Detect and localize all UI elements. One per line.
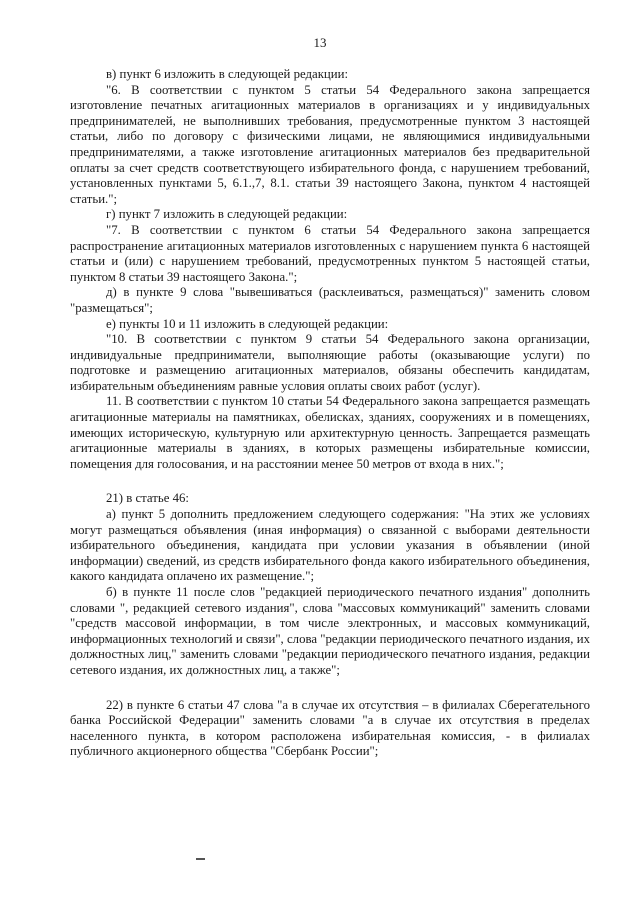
stray-mark — [196, 858, 205, 860]
paragraph: "10. В соответствии с пунктом 9 статьи 54 Федерального закона организации, индивидуальные предприниматели, выполняющие работы (оказывающие услуги) по подготовке и размещению агитационных материалов, обязаны обеспечить кандидатам, избирательным объединениям равные условия оплаты своих работ (услуг). — [70, 332, 590, 393]
paragraph: е) пункты 10 и 11 изложить в следующей редакции: — [106, 316, 389, 331]
paragraph: "6. В соответствии с пунктом 5 статьи 54 Федерального закона запрещается изготовление печатных агитационных материалов в организациях и у индивидуальных предпринимателей, не выполнивших требования, предусмотренные пунктом 3 настоящей статьи, либо по договору с физическими лицами, не являющимися индивидуальными предпринимателями, а также изготовление агитационных материалов без предварительной оплаты за счет средств соответствующего избирательного фонда, с нарушением требований, установленных пунктами 5, 6.1.,7, 8.1. статьи 39 настоящего Закона, пунктом 4 настоящей статьи."; — [70, 82, 590, 206]
paragraph: 21) в статье 46: — [106, 491, 189, 506]
paragraph: 11. В соответствии с пунктом 10 статьи 54 Федерального закона запрещается размещать агитационные материалы на памятниках, обелисках, зданиях, сооружениях и в помещениях, имеющих историческую, культурную или архитектурную ценность. Запрещается размещать агитационные материалы в зданиях, в которых размещены избирательные комиссии, помещения для голосования, и на расстоянии менее 50 метров от входа в них."; — [70, 394, 590, 471]
paragraph: в) пункт 6 изложить в следующей редакции: — [106, 67, 349, 81]
paragraph: 22) в пункте 6 статьи 47 слова "а в случае их отсутствия – в филиалах Сберегательного банка Российской Федерации" заменить словами "а в случае их отсутствия в пределах населенного пункта, в котором расположена избирательная комиссия, - в филиалах публичного акционерного общества "Сбербанк России"; — [70, 697, 590, 759]
paragraph-gap — [70, 679, 590, 698]
paragraph: д) в пункте 9 слова "вывешиваться (расклеиваться, размещаться)" заменить словом "размещаться"; — [70, 285, 590, 315]
paragraph: а) пункт 5 дополнить предложением следующего содержания: "На этих же условиях могут размещаться объявления (иная информация) о связанной с выборами деятельности избирательного объединения, кандидата при условии указания в объявлении (иной информации) сведений, из средств избирательного фонда какого избирательного объединения, какого кандидата оплачено их размещение."; — [70, 507, 590, 584]
document-body — [70, 67, 590, 760]
page-number: 13 — [313, 35, 327, 50]
paragraph: г) пункт 7 изложить в следующей редакции: — [106, 207, 348, 222]
paragraph: "7. В соответствии с пунктом 6 статьи 54 Федерального закона запрещается распространение агитационных материалов изготовленных с нарушением пункта 6 настоящей статьи и (или) с нарушением требований, предусмотренных пунктом 5 настоящей статьи, пунктом 8 статьи 39 настоящего Закона."; — [70, 222, 590, 284]
paragraph: б) в пункте 11 после слов "редакцией периодического печатного издания" дополнить словами ", редакцией сетевого издания", слова "массовых коммуникаций" заменить словами "средств массовой информации, в том числе электронных, и массовых коммуникаций, информационных технологий и связи", слова "редакции периодического печатного издания, их должностных лиц," заменить словами "редакции периодического печатного издания, редакции сетевого издания, их должностных лиц, а также"; — [70, 585, 590, 677]
paragraph-gap — [70, 472, 590, 491]
